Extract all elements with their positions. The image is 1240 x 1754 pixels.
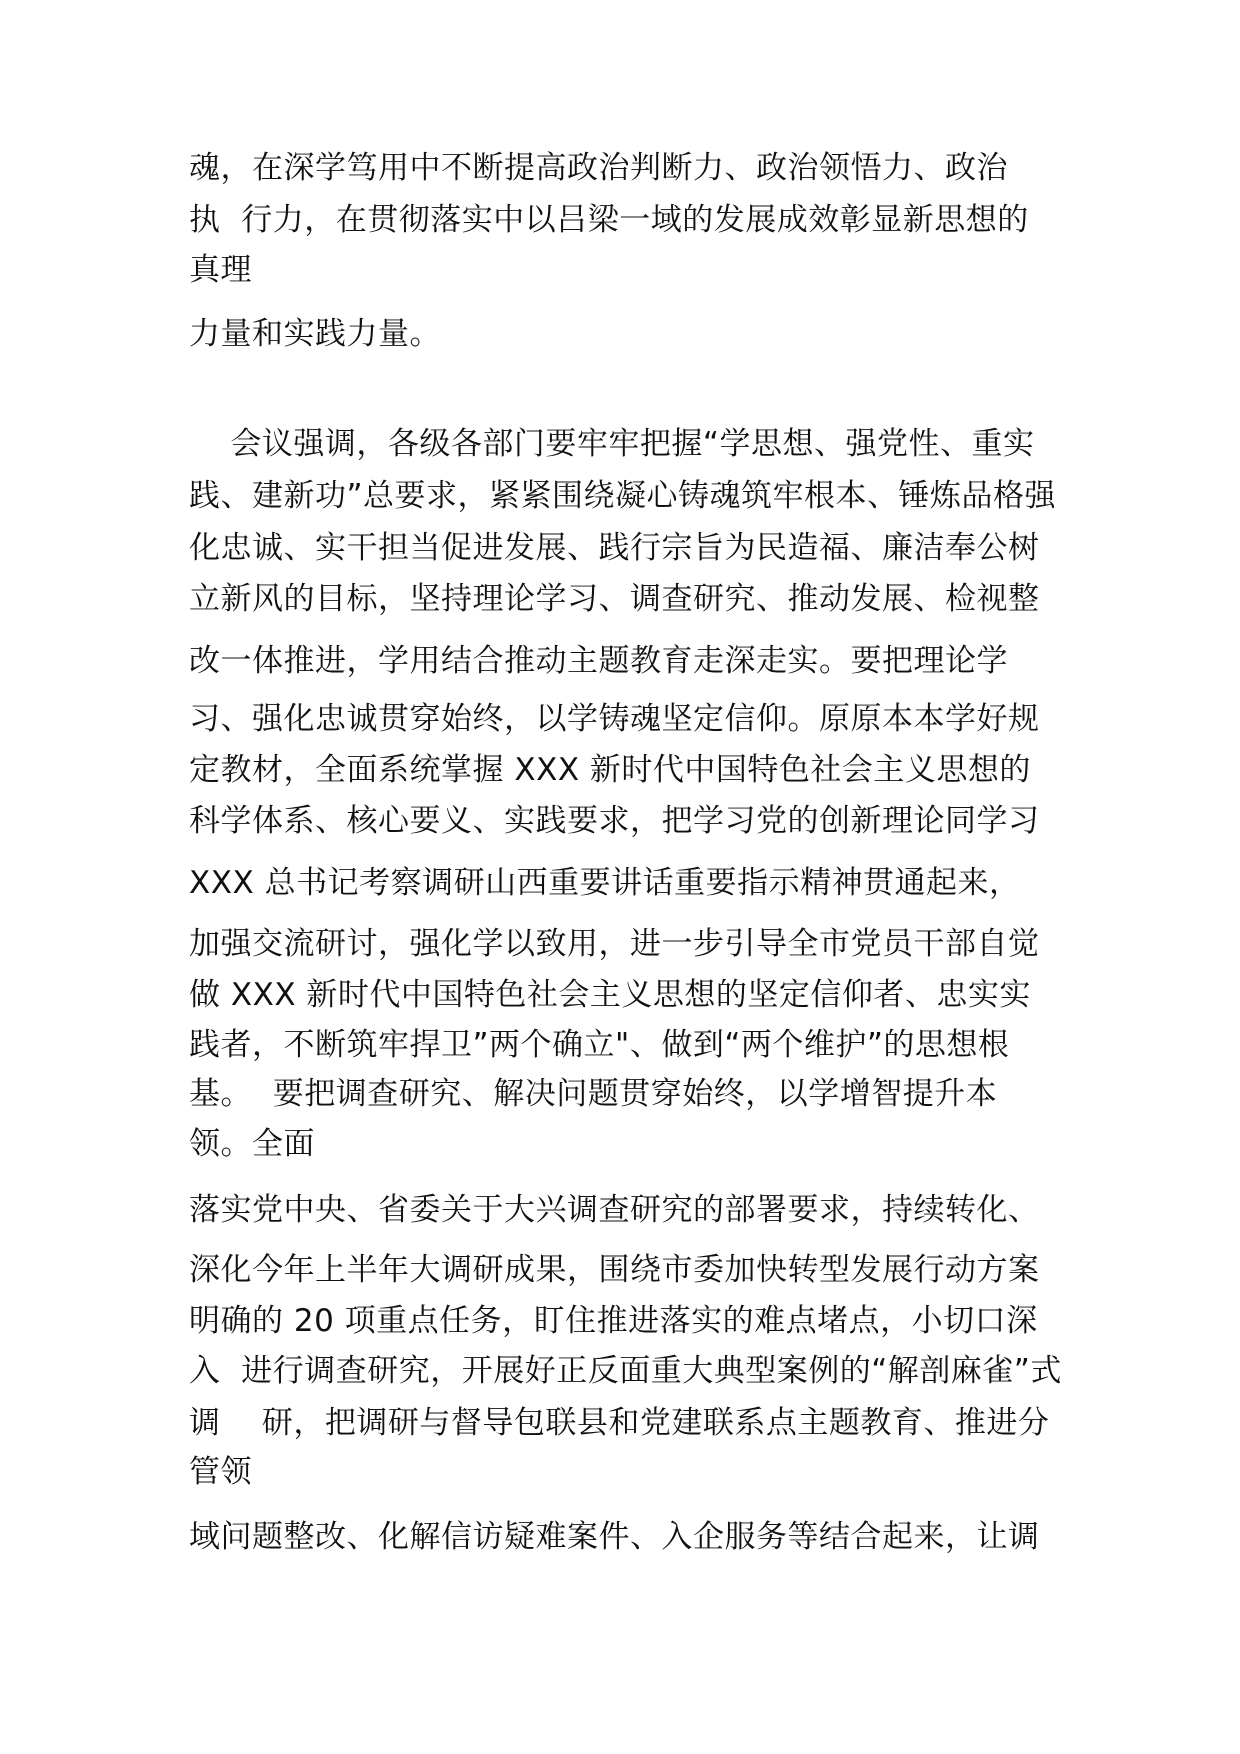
text-line: 入 进行调查研究，开展好正反面重大典型案例的“解剖麻雀”式: [189, 1353, 1062, 1389]
text-line: 力量和实践力量。: [189, 316, 441, 352]
text-line: 魂，在深学笃用中不断提高政治判断力、政治领悟力、政治: [189, 150, 1008, 186]
text-line: 领。全面: [189, 1126, 315, 1162]
text-line: 定教材，全面系统掌握 XXX 新时代中国特色社会主义思想的: [189, 752, 1031, 788]
text-line: 调 研，把调研与督导包联县和党建联系点主题教育、推进分: [189, 1405, 1050, 1441]
text-line: 真理: [189, 252, 252, 288]
text-line: 域问题整改、化解信访疑难案件、入企服务等结合起来，让调: [189, 1519, 1040, 1555]
text-line: 做 XXX 新时代中国特色社会主义思想的坚定信仰者、忠实实: [189, 977, 1031, 1013]
text-line: 立新风的目标，坚持理论学习、调查研究、推动发展、检视整: [189, 581, 1040, 617]
text-line: 化忠诚、实干担当促进发展、践行宗旨为民造福、廉洁奉公树: [189, 530, 1040, 566]
paragraph-start-line: 会议强调，各级各部门要牢牢把握“学思想、强党性、重实: [189, 426, 1035, 462]
text-line: 践者，不断筑牢捍卫”两个确立"、做到“两个维护”的思想根: [189, 1027, 1010, 1063]
text-line: 深化今年上半年大调研成果，围绕市委加快转型发展行动方案: [189, 1252, 1040, 1288]
text-line: XXX 总书记考察调研山西重要讲话重要指示精神贯通起来，: [189, 865, 1021, 901]
text-line: 基。 要把调查研究、解决问题贯穿始终，以学增智提升本: [189, 1076, 998, 1112]
text-line: 习、强化忠诚贯穿始终，以学铸魂坚定信仰。原原本本学好规: [189, 701, 1040, 737]
text-line: 明确的 20 项重点任务，盯住推进落实的难点堵点，小切口深: [189, 1303, 1038, 1339]
text-line: 执 行力，在贯彻落实中以吕梁一域的发展成效彰显新思想的: [189, 202, 1029, 238]
text-line: 管领: [189, 1454, 252, 1490]
text-line: 落实党中央、省委关于大兴调查研究的部署要求，持续转化、: [189, 1192, 1040, 1228]
text-line: 科学体系、核心要义、实践要求，把学习党的创新理论同学习: [189, 803, 1040, 839]
text-line: 改一体推进，学用结合推动主题教育走深走实。要把理论学: [189, 643, 1008, 679]
text-line: 加强交流研讨，强化学以致用，进一步引导全市党员干部自觉: [189, 926, 1040, 962]
text-line: 践、建新功”总要求，紧紧围绕凝心铸魂筑牢根本、锤炼品格强: [189, 478, 1057, 514]
